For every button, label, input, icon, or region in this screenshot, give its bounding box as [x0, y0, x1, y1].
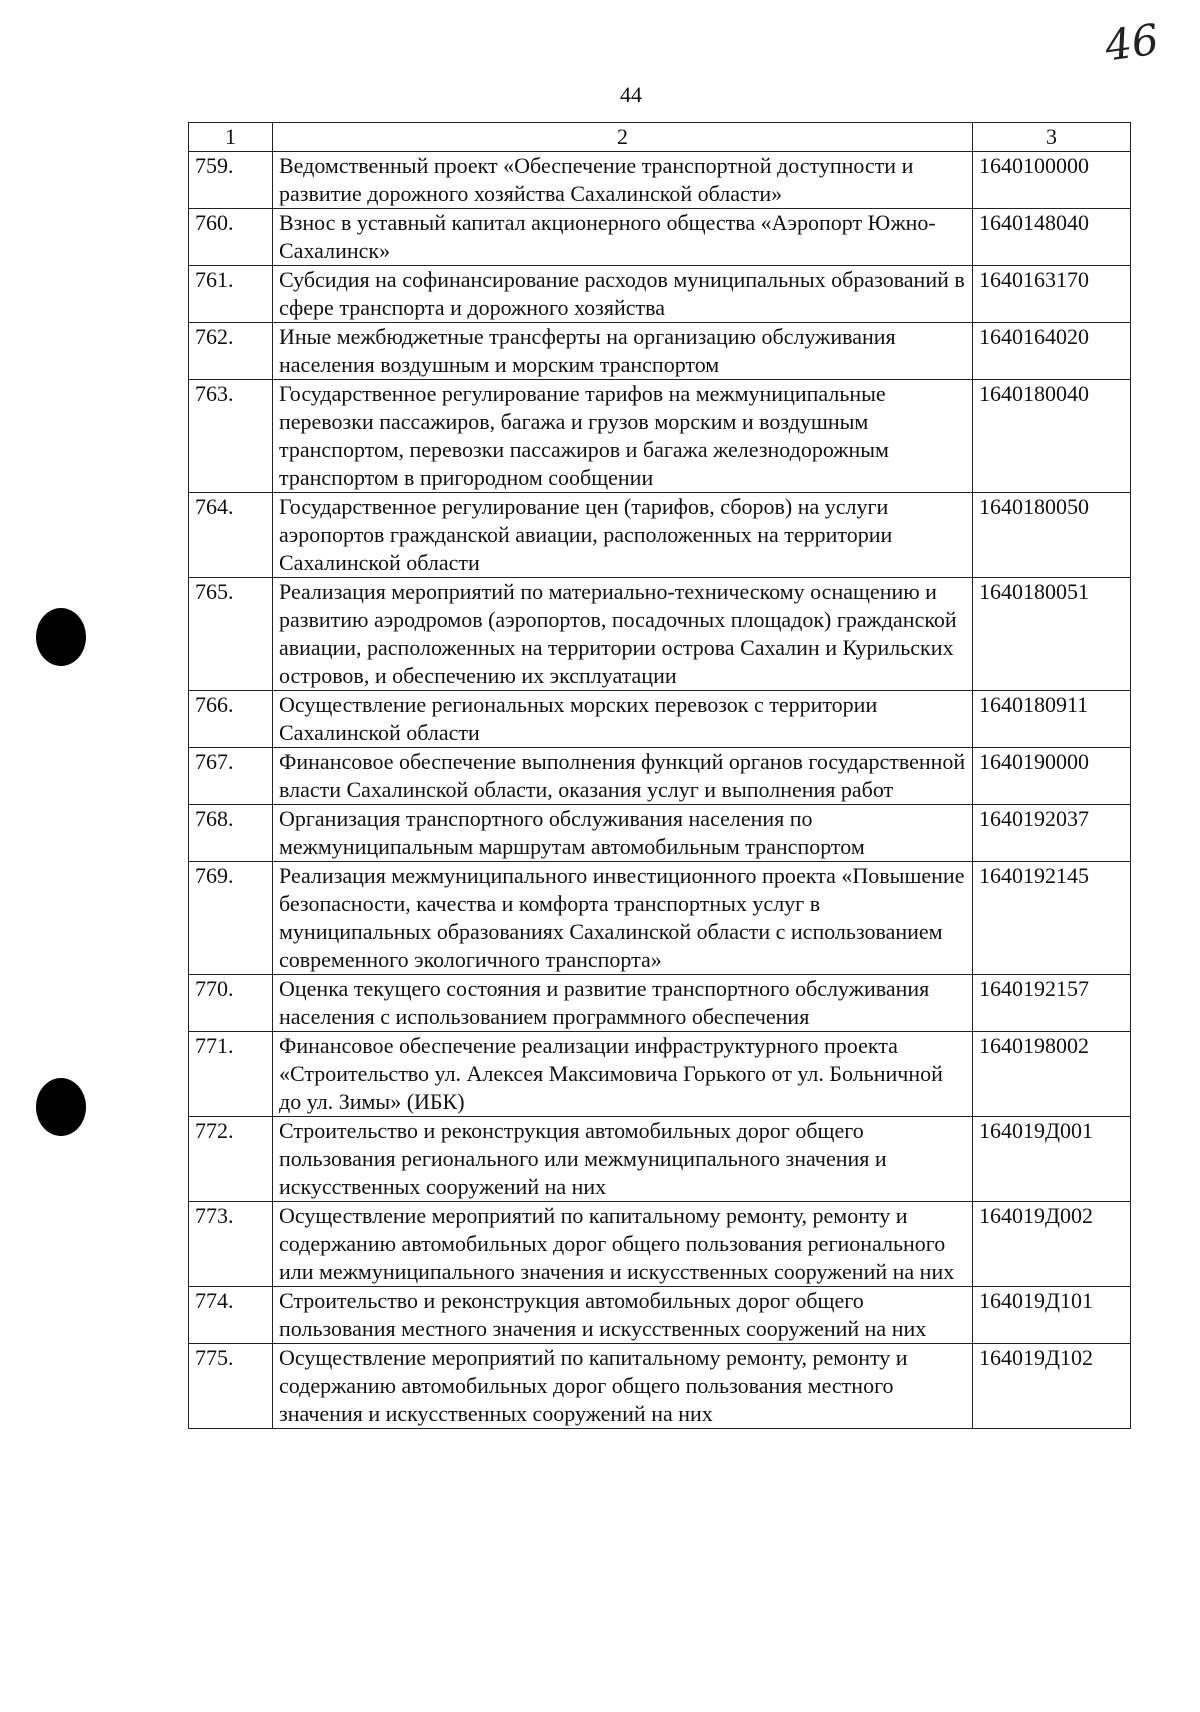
column-header-code: 3	[973, 123, 1131, 152]
row-name: Строительство и реконструкция автомобильных дорог общего пользования регионального или межмуниципального значения и искусственных сооружений на них	[273, 1117, 973, 1202]
row-name: Осуществление региональных морских перевозок с территории Сахалинской области	[273, 691, 973, 748]
row-name: Финансовое обеспечение выполнения функций органов государственной власти Сахалинской области, оказания услуг и выполнения работ	[273, 748, 973, 805]
row-code: 1640190000	[973, 748, 1131, 805]
row-code: 1640192157	[973, 975, 1131, 1032]
row-name: Строительство и реконструкция автомобильных дорог общего пользования местного значения и искусственных сооружений на них	[273, 1287, 973, 1344]
row-number: 774.	[189, 1287, 273, 1344]
table-row	[189, 748, 1131, 805]
row-number: 763.	[189, 380, 273, 493]
page-number: 44	[620, 82, 642, 107]
column-header-name: 2	[273, 123, 973, 152]
row-code: 1640180051	[973, 578, 1131, 691]
row-code: 1640163170	[973, 266, 1131, 323]
row-name: Оценка текущего состояния и развитие транспортного обслуживания населения с использованием программного обеспечения	[273, 975, 973, 1032]
table-row	[189, 380, 1131, 493]
table-row	[189, 862, 1131, 975]
table-row	[189, 1202, 1131, 1287]
row-code: 1640180040	[973, 380, 1131, 493]
row-code: 1640180911	[973, 691, 1131, 748]
row-name: Государственное регулирование цен (тарифов, сборов) на услуги аэропортов гражданской авиации, расположенных на территории Сахалинской области	[273, 493, 973, 578]
row-code: 1640180050	[973, 493, 1131, 578]
row-code: 164019Д001	[973, 1117, 1131, 1202]
handwritten-page-mark: 46	[1101, 14, 1162, 71]
row-code: 1640164020	[973, 323, 1131, 380]
row-number: 768.	[189, 805, 273, 862]
row-number: 771.	[189, 1032, 273, 1117]
row-code: 1640192037	[973, 805, 1131, 862]
table-row	[189, 691, 1131, 748]
row-code: 164019Д102	[973, 1344, 1131, 1429]
row-number: 760.	[189, 209, 273, 266]
row-name: Осуществление мероприятий по капитальному ремонту, ремонту и содержанию автомобильных дорог общего пользования местного значения и искусственных сооружений на них	[273, 1344, 973, 1429]
row-name: Организация транспортного обслуживания населения по межмуниципальным маршрутам автомобильным транспортом	[273, 805, 973, 862]
table-row	[189, 1287, 1131, 1344]
row-name: Реализация межмуниципального инвестиционного проекта «Повышение безопасности, качества и комфорта транспортных услуг в муниципальных образованиях Сахалинской области с использованием современного экологичного транспорта»	[273, 862, 973, 975]
row-name: Финансовое обеспечение реализации инфраструктурного проекта «Строительство ул. Алексея Максимовича Горького от ул. Больничной до ул. Зимы» (ИБК)	[273, 1032, 973, 1117]
row-number: 762.	[189, 323, 273, 380]
row-number: 775.	[189, 1344, 273, 1429]
row-code: 1640148040	[973, 209, 1131, 266]
row-name: Иные межбюджетные трансферты на организацию обслуживания населения воздушным и морским транспортом	[273, 323, 973, 380]
table-row	[189, 805, 1131, 862]
table-row	[189, 323, 1131, 380]
table-row	[189, 975, 1131, 1032]
budget-classification-table	[188, 122, 1131, 1429]
row-number: 770.	[189, 975, 273, 1032]
row-number: 772.	[189, 1117, 273, 1202]
table-row	[189, 209, 1131, 266]
row-name: Реализация мероприятий по материально-техническому оснащению и развитию аэродромов (аэропортов, посадочных площадок) гражданской авиации, расположенных на территории острова Сахалин и Курильских островов, и обеспечению их эксплуатации	[273, 578, 973, 691]
row-number: 767.	[189, 748, 273, 805]
row-number: 764.	[189, 493, 273, 578]
column-header-number: 1	[189, 123, 273, 152]
row-name: Субсидия на софинансирование расходов муниципальных образований в сфере транспорта и дорожного хозяйства	[273, 266, 973, 323]
row-number: 761.	[189, 266, 273, 323]
punch-hole	[36, 608, 86, 666]
table-header-row	[189, 123, 1131, 152]
row-name: Взнос в уставный капитал акционерного общества «Аэропорт Южно-Сахалинск»	[273, 209, 973, 266]
row-name: Ведомственный проект «Обеспечение транспортной доступности и развитие дорожного хозяйства Сахалинской области»	[273, 152, 973, 209]
row-number: 759.	[189, 152, 273, 209]
row-code: 1640198002	[973, 1032, 1131, 1117]
table-row	[189, 152, 1131, 209]
table-row	[189, 1344, 1131, 1429]
row-number: 766.	[189, 691, 273, 748]
row-number: 769.	[189, 862, 273, 975]
row-number: 765.	[189, 578, 273, 691]
row-name: Государственное регулирование тарифов на межмуниципальные перевозки пассажиров, багажа и грузов морским и воздушным транспортом, перевозки пассажиров и багажа железнодорожным транспортом в пригородном сообщении	[273, 380, 973, 493]
table-row	[189, 493, 1131, 578]
table-row	[189, 266, 1131, 323]
table-row	[189, 578, 1131, 691]
table-row	[189, 1117, 1131, 1202]
table-row	[189, 1032, 1131, 1117]
row-code: 1640100000	[973, 152, 1131, 209]
row-code: 164019Д002	[973, 1202, 1131, 1287]
row-code: 1640192145	[973, 862, 1131, 975]
row-name: Осуществление мероприятий по капитальному ремонту, ремонту и содержанию автомобильных дорог общего пользования регионального или межмуниципального значения и искусственных сооружений на них	[273, 1202, 973, 1287]
punch-hole	[36, 1078, 86, 1136]
row-number: 773.	[189, 1202, 273, 1287]
row-code: 164019Д101	[973, 1287, 1131, 1344]
